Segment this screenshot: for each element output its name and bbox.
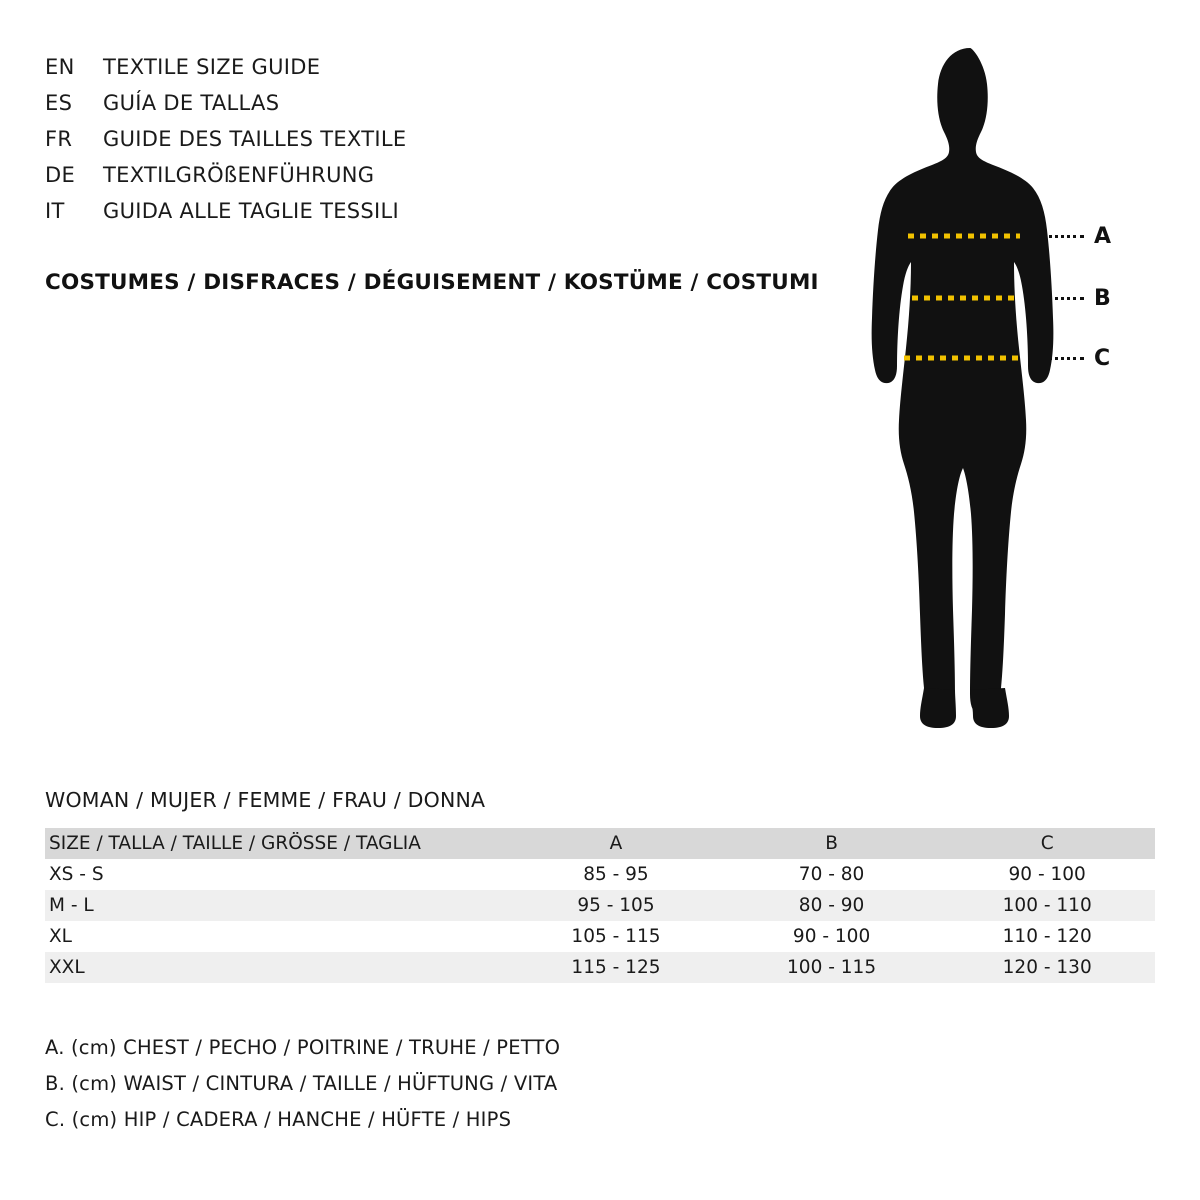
- language-code: EN: [45, 55, 75, 79]
- measurement-legend: [45, 1030, 945, 1138]
- column-header-size: SIZE / TALLA / TAILLE / GRÖSSE / TAGLIA: [49, 833, 421, 854]
- marker-letter: C: [1094, 345, 1111, 371]
- language-row: [45, 163, 805, 199]
- legend-line-a: A. (cm) CHEST / PECHO / POITRINE / TRUHE / PETTO: [45, 1036, 561, 1059]
- cell-b: 90 - 100: [792, 926, 871, 947]
- language-text: GUÍA DE TALLAS: [103, 91, 280, 115]
- body-figure: [820, 40, 1160, 740]
- language-text: TEXTILGRÖßENFÜHRUNG: [103, 163, 375, 187]
- table-group-title: WOMAN / MUJER / FEMME / FRAU / DONNA: [45, 788, 486, 812]
- legend-line-b: B. (cm) WAIST / CINTURA / TAILLE / HÜFTUNG / VITA: [45, 1072, 558, 1095]
- cell-b: 70 - 80: [798, 864, 865, 885]
- female-silhouette-icon: [820, 40, 1160, 740]
- cell-c: 120 - 130: [1002, 957, 1092, 978]
- marker-dash-line: [1042, 235, 1084, 238]
- language-list: [45, 55, 805, 235]
- language-text: GUIDE DES TAILLES TEXTILE: [103, 127, 407, 151]
- language-code: DE: [45, 163, 76, 187]
- table-row: [45, 952, 1155, 983]
- size-table: [45, 828, 1155, 983]
- cell-size: XS - S: [49, 864, 104, 885]
- language-row: [45, 91, 805, 127]
- costumes-subtitle: COSTUMES / DISFRACES / DÉGUISEMENT / KOSTÜME / COSTUMI: [45, 270, 819, 295]
- column-header-b: B: [825, 833, 838, 854]
- table-row: [45, 921, 1155, 952]
- cell-size: XXL: [49, 957, 85, 978]
- cell-a: 115 - 125: [571, 957, 661, 978]
- marker-dash-line: [1042, 357, 1084, 360]
- language-code: IT: [45, 199, 65, 223]
- cell-b: 80 - 90: [798, 895, 865, 916]
- marker-c: [1042, 345, 1111, 371]
- legend-line-c: C. (cm) HIP / CADERA / HANCHE / HÜFTE / HIPS: [45, 1108, 512, 1131]
- table-body: [45, 859, 1155, 983]
- marker-letter: A: [1094, 223, 1112, 249]
- column-header-c: C: [1040, 833, 1054, 854]
- table-row: [45, 890, 1155, 921]
- cell-a: 85 - 95: [583, 864, 649, 885]
- language-text: TEXTILE SIZE GUIDE: [103, 55, 321, 79]
- language-code: ES: [45, 91, 73, 115]
- marker-letter: B: [1094, 285, 1111, 311]
- table-row: [45, 859, 1155, 890]
- language-text: GUIDA ALLE TAGLIE TESSILI: [103, 199, 400, 223]
- cell-b: 100 - 115: [787, 957, 877, 978]
- cell-a: 95 - 105: [577, 895, 655, 916]
- cell-c: 100 - 110: [1002, 895, 1092, 916]
- cell-size: M - L: [49, 895, 94, 916]
- cell-c: 110 - 120: [1002, 926, 1092, 947]
- cell-a: 105 - 115: [571, 926, 661, 947]
- cell-size: XL: [49, 926, 72, 947]
- table-head: [45, 828, 1155, 859]
- marker-b: [1042, 285, 1111, 311]
- table-header-row: [45, 828, 1155, 859]
- language-code: FR: [45, 127, 73, 151]
- language-row: [45, 199, 805, 235]
- language-row: [45, 55, 805, 91]
- cell-c: 90 - 100: [1008, 864, 1086, 885]
- language-row: [45, 127, 805, 163]
- marker-dash-line: [1042, 297, 1084, 300]
- marker-a: [1042, 223, 1112, 249]
- column-header-a: A: [609, 833, 623, 854]
